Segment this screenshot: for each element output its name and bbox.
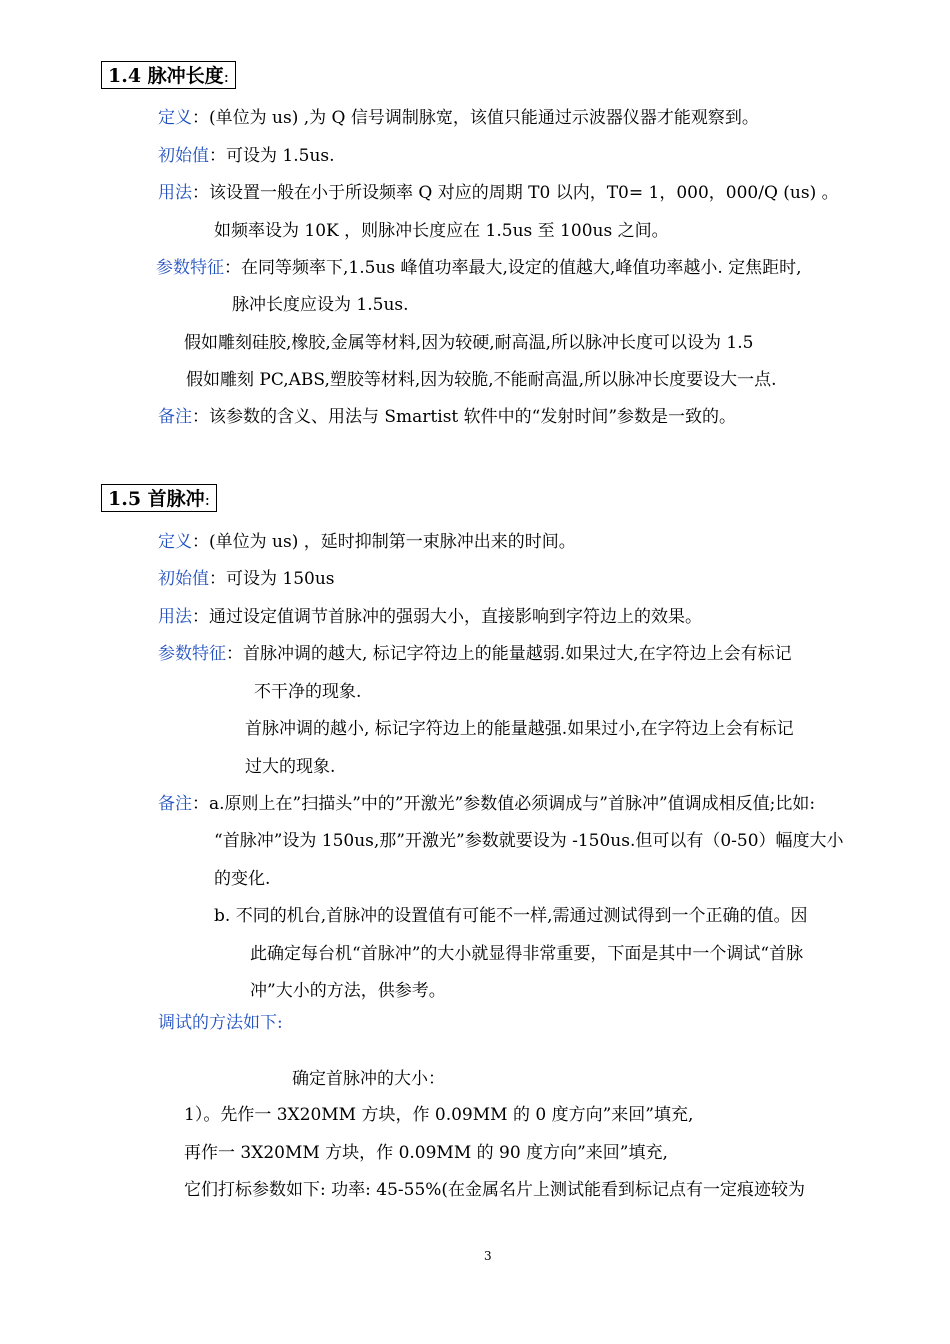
s14-usage-cont: 如频率设为 10K ，则脉冲长度应在 1.5us 至 100us 之间。 [214, 221, 669, 241]
s15-note-b: b. 不同的机台,首脉冲的设置值有可能不一样,需通过测试得到一个正确的值。因 [214, 906, 808, 926]
s14-param-cont: 脉冲长度应设为 1.5us. [232, 295, 409, 315]
s15-param-cont-2: 首脉冲调的越小, 标记字符边上的能量越强.如果过小,在字符边上会有标记 [245, 719, 794, 739]
s15-note-a-cont-2: 的变化. [214, 869, 271, 889]
s14-definition: 定义：(单位为 us) ,为 Q 信号调制脉宽，该值只能通过示波器仪器才能观察到。 [158, 108, 759, 128]
s14-note: 备注：该参数的含义、用法与 Smartist 软件中的“发射时间”参数是一致的。 [158, 407, 737, 427]
s15-definition: 定义：(单位为 us) ，延时抑制第一束脉冲出来的时间。 [158, 532, 576, 552]
s15-step-2: 再作一 3X20MM 方块，作 0.09MM 的 90 度方向”来回”填充, [184, 1143, 668, 1163]
s15-initial-value: 初始值：可设为 150us [158, 569, 335, 589]
s14-extra-1: 假如雕刻硅胶,橡胶,金属等材料,因为较硬,耐高温,所以脉冲长度可以设为 1.5 [184, 333, 754, 353]
s15-subtitle: 确定首脉冲的大小： [292, 1069, 445, 1089]
section-1-5-heading: 1.5 首脉冲: [101, 484, 217, 512]
s14-initial-value: 初始值：可设为 1.5us. [158, 146, 335, 166]
s15-param-cont-3: 过大的现象. [245, 757, 336, 777]
s15-usage: 用法：通过设定值调节首脉冲的强弱大小，直接影响到字符边上的效果。 [158, 607, 702, 627]
section-1-4-heading: 1.4 脉冲长度: [101, 61, 236, 89]
page-number: 3 [484, 1249, 492, 1263]
s15-step-1: 1）。先作一 3X20MM 方块，作 0.09MM 的 0 度方向”来回”填充, [184, 1105, 694, 1125]
s15-param: 参数特征：首脉冲调的越大, 标记字符边上的能量越弱.如果过大,在字符边上会有标记 [158, 644, 792, 664]
s14-extra-2: 假如雕刻 PC,ABS,塑胶等材料,因为较脆,不能耐高温,所以脉冲长度要设大一点. [186, 370, 777, 390]
s15-note-b-cont-2: 冲”大小的方法，供参考。 [250, 981, 446, 1001]
s15-method-label: 调试的方法如下: [158, 1013, 283, 1033]
s15-param-cont-1: 不干净的现象. [254, 682, 362, 702]
s15-note-b-cont-1: 此确定每台机“首脉冲”的大小就显得非常重要，下面是其中一个调试“首脉 [250, 944, 804, 964]
s14-usage: 用法：该设置一般在小于所设频率 Q 对应的周期 T0 以内，T0= 1，000，000/Q (us) 。 [158, 183, 839, 203]
s15-note-a-cont-1: “首脉冲”设为 150us,那”开激光”参数就要设为 -150us.但可以有（0-50）幅度大小 [214, 831, 844, 851]
s15-note-a: 备注：a.原则上在”扫描头”中的”开激光”参数值必须调成与”首脉冲”值调成相反值;比如: [158, 794, 816, 814]
s15-step-3: 它们打标参数如下: 功率: 45-55%(在金属名片上测试能看到标记点有一定痕迹较为 [184, 1180, 806, 1200]
s14-param: 参数特征：在同等频率下,1.5us 峰值功率最大,设定的值越大,峰值功率越小. 定焦距时, [156, 258, 802, 278]
